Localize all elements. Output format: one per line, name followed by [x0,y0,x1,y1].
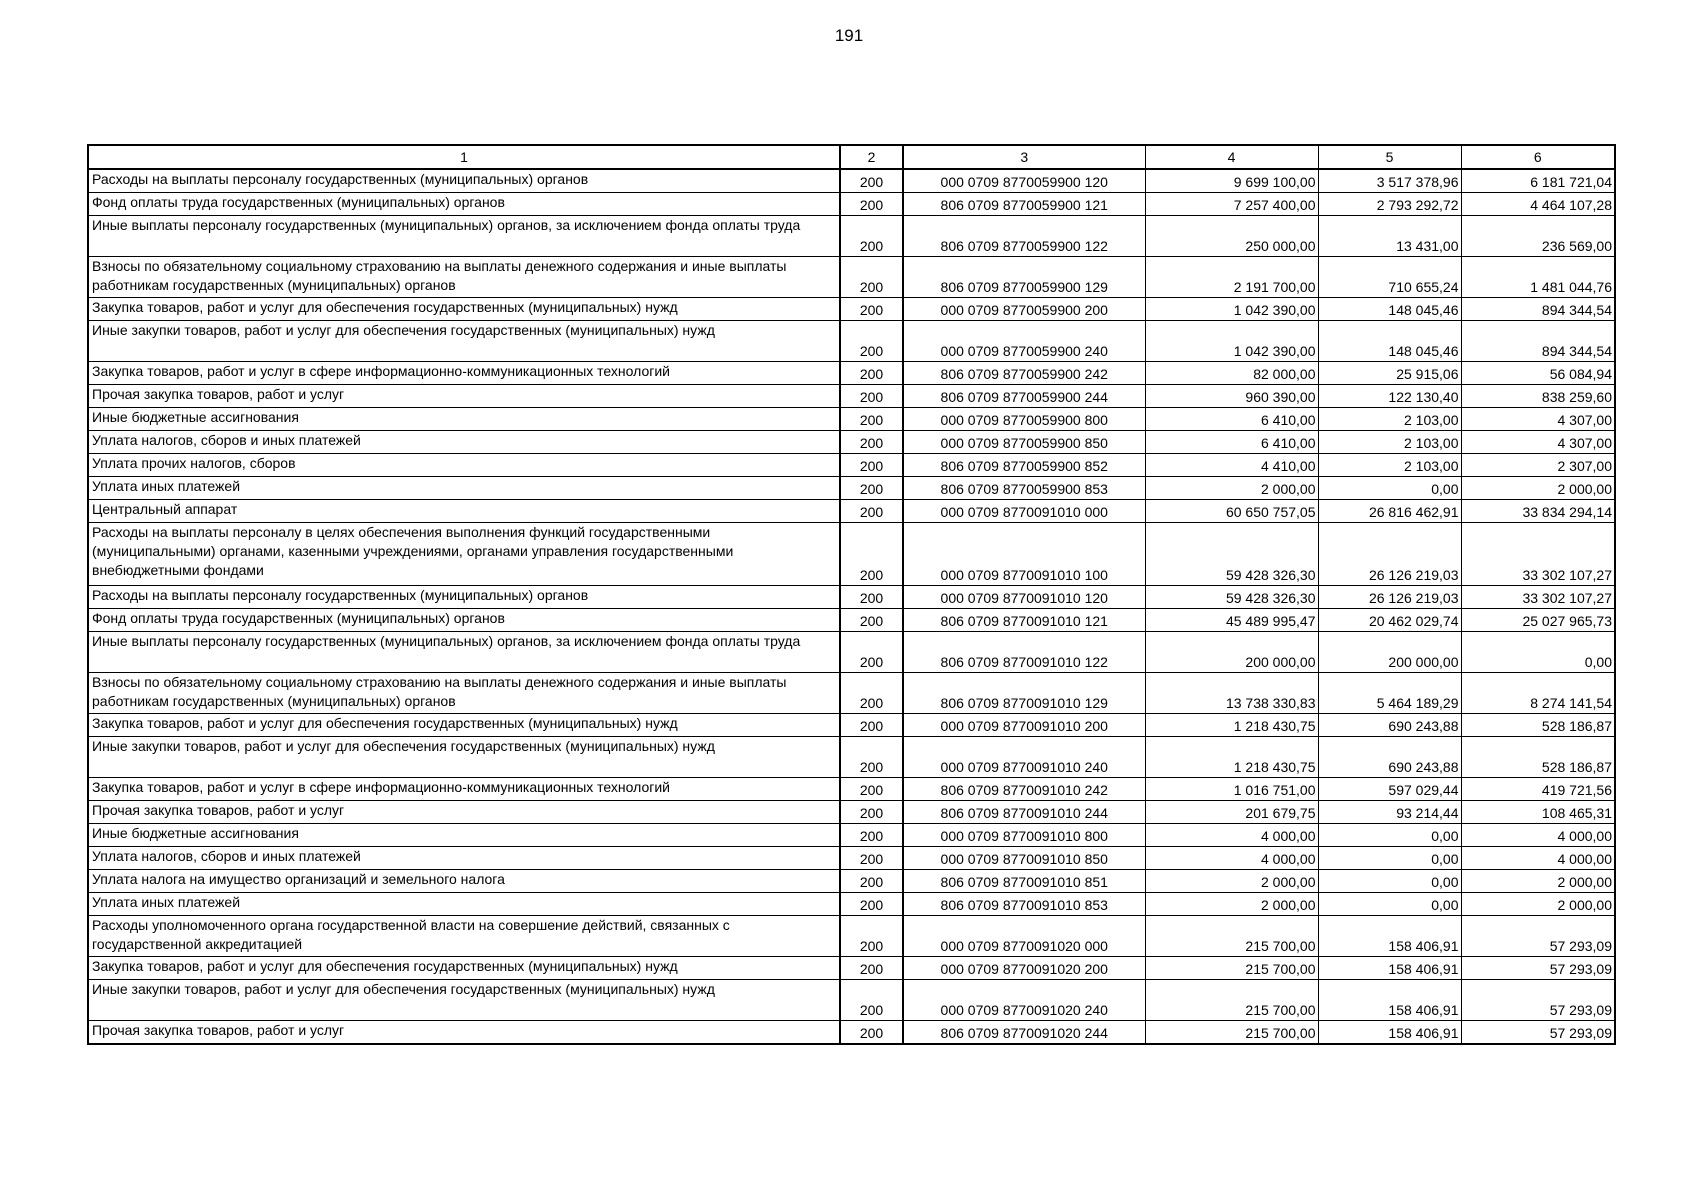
row-budget-code-cell: 000 0709 8770091010 120 [903,586,1145,609]
row-line-code-cell: 200 [840,586,903,609]
table-row [88,216,1615,257]
row-approved-cell: 4 410,00 [1145,454,1318,477]
column-header-approved: 4 [1145,145,1318,169]
row-unexecuted-cell: 236 569,00 [1461,216,1615,257]
row-name-cell: Закупка товаров, работ и услуг для обеспечения государственных (муниципальных) нужд [88,298,840,321]
row-approved-cell: 2 000,00 [1145,477,1318,500]
row-approved-cell: 1 016 751,00 [1145,778,1318,801]
column-header-line-code: 2 [840,145,903,169]
row-approved-cell: 201 679,75 [1145,801,1318,824]
row-line-code-cell: 200 [840,385,903,408]
row-line-code-cell: 200 [840,257,903,298]
table-row [88,870,1615,893]
row-budget-code-cell: 000 0709 8770091010 800 [903,824,1145,847]
row-executed-cell: 597 029,44 [1318,778,1461,801]
row-line-code-cell: 200 [840,893,903,916]
row-approved-cell: 7 257 400,00 [1145,193,1318,216]
row-name-cell: Уплата иных платежей [88,477,840,500]
row-approved-cell: 2 000,00 [1145,893,1318,916]
row-name-cell: Иные выплаты персоналу государственных (муниципальных) органов, за исключением фонда оплаты труда [88,632,840,673]
row-name-cell: Уплата налогов, сборов и иных платежей [88,847,840,870]
row-budget-code-cell: 000 0709 8770091010 200 [903,714,1145,737]
column-header-unexecuted: 6 [1461,145,1615,169]
row-approved-cell: 82 000,00 [1145,362,1318,385]
row-budget-code-cell: 806 0709 8770059900 852 [903,454,1145,477]
row-approved-cell: 9 699 100,00 [1145,169,1318,193]
row-budget-code-cell: 000 0709 8770091020 000 [903,916,1145,957]
row-unexecuted-cell: 838 259,60 [1461,385,1615,408]
row-line-code-cell: 200 [840,298,903,321]
row-budget-code-cell: 806 0709 8770059900 244 [903,385,1145,408]
row-unexecuted-cell: 6 181 721,04 [1461,169,1615,193]
table-row [88,362,1615,385]
row-executed-cell: 158 406,91 [1318,916,1461,957]
row-unexecuted-cell: 33 302 107,27 [1461,586,1615,609]
row-executed-cell: 25 915,06 [1318,362,1461,385]
row-line-code-cell: 200 [840,500,903,523]
row-name-cell: Расходы уполномоченного органа государственной власти на совершение действий, связанных с государственной аккредитацией [88,916,840,957]
row-approved-cell: 59 428 326,30 [1145,523,1318,586]
table-row [88,916,1615,957]
row-budget-code-cell: 806 0709 8770059900 129 [903,257,1145,298]
row-line-code-cell: 200 [840,870,903,893]
row-name-cell: Уплата налога на имущество организаций и земельного налога [88,870,840,893]
row-unexecuted-cell: 894 344,54 [1461,298,1615,321]
row-budget-code-cell: 000 0709 8770059900 850 [903,431,1145,454]
table-body [88,169,1615,1044]
row-unexecuted-cell: 2 307,00 [1461,454,1615,477]
row-executed-cell: 26 126 219,03 [1318,586,1461,609]
row-line-code-cell: 200 [840,980,903,1021]
row-unexecuted-cell: 894 344,54 [1461,321,1615,362]
row-line-code-cell: 200 [840,193,903,216]
row-name-cell: Расходы на выплаты персоналу государственных (муниципальных) органов [88,169,840,193]
row-unexecuted-cell: 4 307,00 [1461,408,1615,431]
row-executed-cell: 0,00 [1318,824,1461,847]
row-approved-cell: 1 218 430,75 [1145,714,1318,737]
column-header-name: 1 [88,145,840,169]
row-approved-cell: 250 000,00 [1145,216,1318,257]
row-line-code-cell: 200 [840,408,903,431]
row-line-code-cell: 200 [840,523,903,586]
row-line-code-cell: 200 [840,169,903,193]
row-approved-cell: 60 650 757,05 [1145,500,1318,523]
row-approved-cell: 59 428 326,30 [1145,586,1318,609]
row-budget-code-cell: 000 0709 8770059900 240 [903,321,1145,362]
row-budget-code-cell: 000 0709 8770059900 200 [903,298,1145,321]
row-name-cell: Фонд оплаты труда государственных (муниципальных) органов [88,193,840,216]
row-executed-cell: 2 103,00 [1318,454,1461,477]
row-approved-cell: 215 700,00 [1145,980,1318,1021]
row-line-code-cell: 200 [840,778,903,801]
row-executed-cell: 2 103,00 [1318,431,1461,454]
row-line-code-cell: 200 [840,454,903,477]
row-budget-code-cell: 806 0709 8770091010 129 [903,673,1145,714]
table-row [88,454,1615,477]
row-executed-cell: 93 214,44 [1318,801,1461,824]
row-approved-cell: 215 700,00 [1145,957,1318,980]
row-executed-cell: 13 431,00 [1318,216,1461,257]
row-budget-code-cell: 806 0709 8770091010 242 [903,778,1145,801]
row-unexecuted-cell: 57 293,09 [1461,957,1615,980]
row-budget-code-cell: 806 0709 8770091010 244 [903,801,1145,824]
row-executed-cell: 690 243,88 [1318,714,1461,737]
table-row [88,408,1615,431]
row-budget-code-cell: 000 0709 8770091020 200 [903,957,1145,980]
table-header-row [88,145,1615,169]
row-unexecuted-cell: 4 000,00 [1461,824,1615,847]
row-budget-code-cell: 806 0709 8770091010 122 [903,632,1145,673]
row-line-code-cell: 200 [840,957,903,980]
row-name-cell: Иные закупки товаров, работ и услуг для обеспечения государственных (муниципальных) нужд [88,980,840,1021]
row-budget-code-cell: 000 0709 8770059900 120 [903,169,1145,193]
table-row [88,801,1615,824]
row-approved-cell: 4 000,00 [1145,824,1318,847]
table-row [88,385,1615,408]
row-approved-cell: 215 700,00 [1145,1021,1318,1045]
row-executed-cell: 20 462 029,74 [1318,609,1461,632]
row-executed-cell: 148 045,46 [1318,321,1461,362]
column-header-executed: 5 [1318,145,1461,169]
page-number: 191 [834,26,864,45]
row-name-cell: Расходы на выплаты персоналу в целях обеспечения выполнения функций государственными (муниципальными) органами, казенными учреждениями, органами управления государственными внебюджетными фондами [88,523,840,586]
row-line-code-cell: 200 [840,673,903,714]
table-row [88,673,1615,714]
table-row [88,500,1615,523]
row-line-code-cell: 200 [840,714,903,737]
table-row [88,431,1615,454]
row-name-cell: Фонд оплаты труда государственных (муниципальных) органов [88,609,840,632]
row-executed-cell: 3 517 378,96 [1318,169,1461,193]
row-name-cell: Расходы на выплаты персоналу государственных (муниципальных) органов [88,586,840,609]
row-executed-cell: 710 655,24 [1318,257,1461,298]
row-approved-cell: 6 410,00 [1145,431,1318,454]
row-budget-code-cell: 806 0709 8770059900 853 [903,477,1145,500]
row-line-code-cell: 200 [840,847,903,870]
row-executed-cell: 158 406,91 [1318,1021,1461,1045]
row-budget-code-cell: 000 0709 8770091010 000 [903,500,1145,523]
row-budget-code-cell: 806 0709 8770091020 244 [903,1021,1145,1045]
row-name-cell: Закупка товаров, работ и услуг для обеспечения государственных (муниципальных) нужд [88,957,840,980]
row-name-cell: Иные выплаты персоналу государственных (муниципальных) органов, за исключением фонда оплаты труда [88,216,840,257]
row-approved-cell: 45 489 995,47 [1145,609,1318,632]
row-executed-cell: 690 243,88 [1318,737,1461,778]
table-row [88,980,1615,1021]
row-line-code-cell: 200 [840,737,903,778]
row-name-cell: Уплата иных платежей [88,893,840,916]
table-row [88,169,1615,193]
row-unexecuted-cell: 33 302 107,27 [1461,523,1615,586]
row-line-code-cell: 200 [840,362,903,385]
row-unexecuted-cell: 2 000,00 [1461,870,1615,893]
table-row [88,523,1615,586]
table-row [88,957,1615,980]
row-approved-cell: 1 042 390,00 [1145,321,1318,362]
row-line-code-cell: 200 [840,477,903,500]
row-budget-code-cell: 000 0709 8770091020 240 [903,980,1145,1021]
row-line-code-cell: 200 [840,321,903,362]
row-budget-code-cell: 000 0709 8770091010 100 [903,523,1145,586]
row-unexecuted-cell: 4 307,00 [1461,431,1615,454]
row-approved-cell: 2 000,00 [1145,870,1318,893]
row-approved-cell: 6 410,00 [1145,408,1318,431]
row-executed-cell: 26 816 462,91 [1318,500,1461,523]
table-row [88,824,1615,847]
row-line-code-cell: 200 [840,609,903,632]
row-name-cell: Иные закупки товаров, работ и услуг для обеспечения государственных (муниципальных) нужд [88,321,840,362]
row-name-cell: Прочая закупка товаров, работ и услуг [88,801,840,824]
row-unexecuted-cell: 0,00 [1461,632,1615,673]
row-approved-cell: 200 000,00 [1145,632,1318,673]
column-header-budget-code: 3 [903,145,1145,169]
row-line-code-cell: 200 [840,431,903,454]
row-name-cell: Взносы по обязательному социальному страхованию на выплаты денежного содержания и иные выплаты работникам государственных (муниципальных) органов [88,673,840,714]
row-name-cell: Уплата прочих налогов, сборов [88,454,840,477]
row-unexecuted-cell: 528 186,87 [1461,714,1615,737]
table-row [88,714,1615,737]
row-budget-code-cell: 806 0709 8770091010 851 [903,870,1145,893]
row-line-code-cell: 200 [840,1021,903,1045]
row-executed-cell: 26 126 219,03 [1318,523,1461,586]
row-unexecuted-cell: 57 293,09 [1461,916,1615,957]
row-line-code-cell: 200 [840,632,903,673]
table-row [88,321,1615,362]
row-name-cell: Прочая закупка товаров, работ и услуг [88,385,840,408]
row-unexecuted-cell: 8 274 141,54 [1461,673,1615,714]
row-name-cell: Взносы по обязательному социальному страхованию на выплаты денежного содержания и иные выплаты работникам государственных (муниципальных) органов [88,257,840,298]
row-approved-cell: 1 042 390,00 [1145,298,1318,321]
row-unexecuted-cell: 108 465,31 [1461,801,1615,824]
row-executed-cell: 0,00 [1318,847,1461,870]
row-executed-cell: 158 406,91 [1318,957,1461,980]
row-executed-cell: 0,00 [1318,870,1461,893]
table-row [88,847,1615,870]
row-name-cell: Закупка товаров, работ и услуг в сфере информационно-коммуникационных технологий [88,362,840,385]
table-row [88,193,1615,216]
row-approved-cell: 4 000,00 [1145,847,1318,870]
row-executed-cell: 148 045,46 [1318,298,1461,321]
row-executed-cell: 5 464 189,29 [1318,673,1461,714]
row-budget-code-cell: 806 0709 8770059900 122 [903,216,1145,257]
row-name-cell: Уплата налогов, сборов и иных платежей [88,431,840,454]
row-unexecuted-cell: 2 000,00 [1461,893,1615,916]
table-row [88,586,1615,609]
row-budget-code-cell: 806 0709 8770091010 121 [903,609,1145,632]
row-executed-cell: 158 406,91 [1318,980,1461,1021]
row-executed-cell: 200 000,00 [1318,632,1461,673]
row-approved-cell: 2 191 700,00 [1145,257,1318,298]
table-row [88,1021,1615,1045]
row-unexecuted-cell: 57 293,09 [1461,980,1615,1021]
row-approved-cell: 215 700,00 [1145,916,1318,957]
row-budget-code-cell: 000 0709 8770091010 240 [903,737,1145,778]
row-line-code-cell: 200 [840,824,903,847]
row-name-cell: Прочая закупка товаров, работ и услуг [88,1021,840,1045]
row-unexecuted-cell: 56 084,94 [1461,362,1615,385]
table-row [88,632,1615,673]
row-unexecuted-cell: 1 481 044,76 [1461,257,1615,298]
row-name-cell: Закупка товаров, работ и услуг для обеспечения государственных (муниципальных) нужд [88,714,840,737]
table-row [88,737,1615,778]
row-name-cell: Иные бюджетные ассигнования [88,824,840,847]
table-row [88,298,1615,321]
row-unexecuted-cell: 528 186,87 [1461,737,1615,778]
row-approved-cell: 13 738 330,83 [1145,673,1318,714]
table-row [88,893,1615,916]
row-approved-cell: 960 390,00 [1145,385,1318,408]
table-row [88,609,1615,632]
table-row [88,477,1615,500]
row-name-cell: Центральный аппарат [88,500,840,523]
row-executed-cell: 2 103,00 [1318,408,1461,431]
row-executed-cell: 0,00 [1318,893,1461,916]
row-unexecuted-cell: 57 293,09 [1461,1021,1615,1045]
table-row [88,257,1615,298]
row-budget-code-cell: 000 0709 8770059900 800 [903,408,1145,431]
row-unexecuted-cell: 33 834 294,14 [1461,500,1615,523]
row-name-cell: Иные бюджетные ассигнования [88,408,840,431]
row-unexecuted-cell: 25 027 965,73 [1461,609,1615,632]
budget-execution-table [87,144,1616,1045]
row-budget-code-cell: 806 0709 8770091010 853 [903,893,1145,916]
row-name-cell: Иные закупки товаров, работ и услуг для обеспечения государственных (муниципальных) нужд [88,737,840,778]
row-line-code-cell: 200 [840,916,903,957]
row-unexecuted-cell: 4 000,00 [1461,847,1615,870]
row-budget-code-cell: 806 0709 8770059900 242 [903,362,1145,385]
table-row [88,778,1615,801]
row-budget-code-cell: 000 0709 8770091010 850 [903,847,1145,870]
row-line-code-cell: 200 [840,216,903,257]
row-unexecuted-cell: 419 721,56 [1461,778,1615,801]
row-executed-cell: 122 130,40 [1318,385,1461,408]
row-unexecuted-cell: 2 000,00 [1461,477,1615,500]
row-line-code-cell: 200 [840,801,903,824]
row-unexecuted-cell: 4 464 107,28 [1461,193,1615,216]
row-executed-cell: 2 793 292,72 [1318,193,1461,216]
row-approved-cell: 1 218 430,75 [1145,737,1318,778]
row-budget-code-cell: 806 0709 8770059900 121 [903,193,1145,216]
row-name-cell: Закупка товаров, работ и услуг в сфере информационно-коммуникационных технологий [88,778,840,801]
row-executed-cell: 0,00 [1318,477,1461,500]
